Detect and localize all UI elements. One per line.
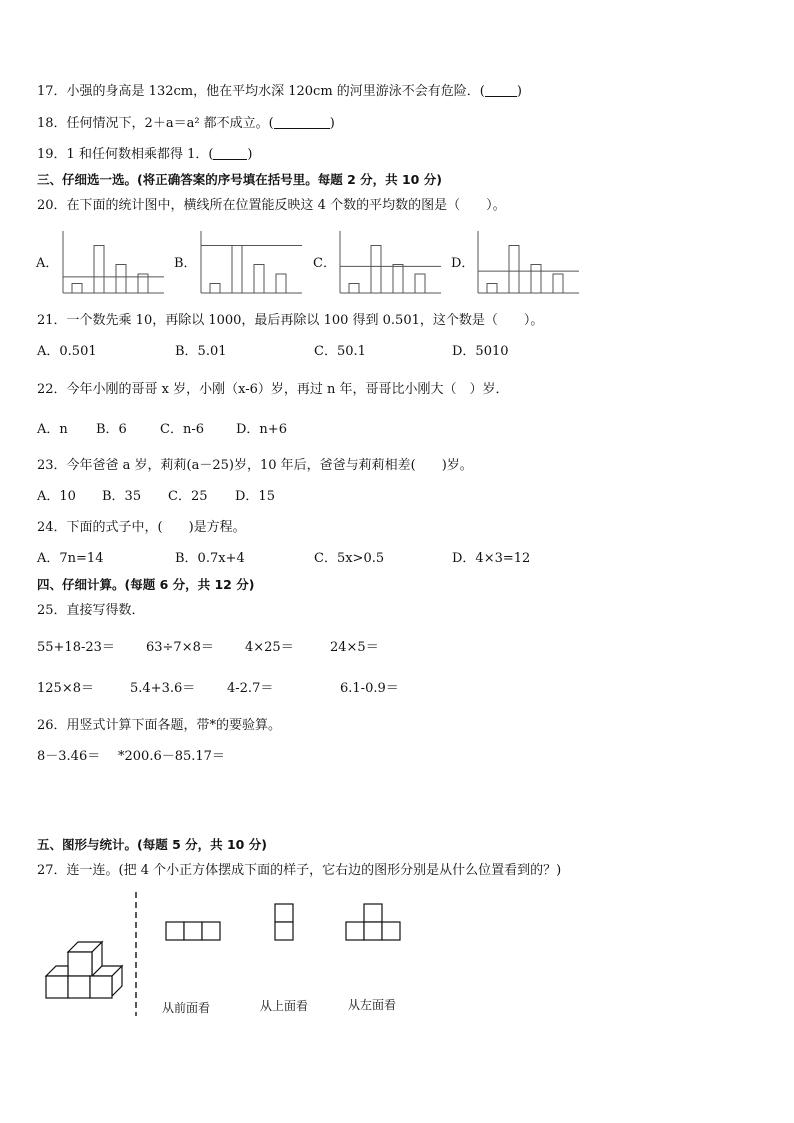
bar <box>254 265 264 294</box>
question-27-text: 27．连一连。(把 4 个小正方体摆成下面的样子，它右边的图形分别是从什么位置看到的？) <box>37 863 562 878</box>
bar <box>509 246 519 294</box>
q20-option-d[interactable]: D． <box>451 256 475 271</box>
section-3-heading: 三、仔细选一选。(将正确答案的序号填在括号里。每题 2 分，共 10 分) <box>37 172 442 187</box>
vertical-calc-item: *200.6－85.17＝ <box>118 749 225 764</box>
question-17: 17．小强的身高是 132cm，他在平均水深 120cm 的河里游泳不会有危险．( ) <box>37 84 522 99</box>
q24-option-a[interactable]: A．7n=14 <box>37 551 104 566</box>
q20-bar-chart <box>62 231 164 295</box>
vertical-calc-item: 8－3.46＝ <box>37 749 101 764</box>
caption-top-view: 从上面看 <box>260 999 309 1013</box>
q20-bar-chart <box>339 231 441 295</box>
q20-option-b[interactable]: B． <box>174 256 197 271</box>
bar <box>116 265 126 294</box>
q24-option-d[interactable]: D．4×3=12 <box>452 551 531 566</box>
section-4-heading: 四、仔细计算。(每题 6 分，共 12 分) <box>37 577 255 592</box>
question-23-text: 23．今年爸爸 a 岁，莉莉(a－25)岁，10 年后，爸爸与莉莉相差( )岁。 <box>37 458 473 473</box>
bar <box>232 246 242 294</box>
question-18-text: 18．任何情况下，2＋a＝a² 都不成立。( <box>37 116 274 131</box>
calc-item: 55+18-23＝ <box>37 640 115 655</box>
q21-option-b[interactable]: B．5.01 <box>175 344 227 359</box>
cube-stack-figure <box>44 940 134 1010</box>
bar <box>553 274 563 293</box>
question-20-text: 20．在下面的统计图中，横线所在位置能反映这 4 个数的平均数的图是（ ）。 <box>37 198 506 213</box>
bar <box>531 265 541 294</box>
q23-option-d[interactable]: D．15 <box>235 489 275 504</box>
bar <box>415 274 425 293</box>
q24-option-b[interactable]: B．0.7x+4 <box>175 551 245 566</box>
question-26-text: 26．用竖式计算下面各题，带*的要验算。 <box>37 718 282 733</box>
bar <box>276 274 286 293</box>
q22-option-b[interactable]: B．6 <box>96 422 127 437</box>
top-view-figure <box>274 903 294 941</box>
question-22-text: 22．今年小刚的哥哥 x 岁，小刚（x-6）岁，再过 n 年，哥哥比小刚大（ ）岁． <box>37 382 509 397</box>
caption-left-view: 从左面看 <box>348 998 397 1012</box>
answer-blank-18[interactable] <box>274 116 330 129</box>
caption-front-view: 从前面看 <box>162 1001 211 1015</box>
bar <box>210 284 220 294</box>
calc-item: 4-2.7＝ <box>227 681 274 696</box>
q24-option-c[interactable]: C．5x>0.5 <box>314 551 385 566</box>
section-5-heading: 五、图形与统计。(每题 5 分，共 10 分) <box>37 837 267 852</box>
question-19-text: 19．1 和任何数相乘都得 1．( <box>37 147 214 162</box>
bar <box>487 284 497 294</box>
question-18: 18．任何情况下，2＋a＝a² 都不成立。( ) <box>37 116 335 131</box>
dashed-divider <box>134 892 138 1016</box>
bar <box>371 246 381 294</box>
q23-option-a[interactable]: A．10 <box>37 489 76 504</box>
calc-item: 63÷7×8＝ <box>146 640 214 655</box>
q21-option-d[interactable]: D．5010 <box>452 344 509 359</box>
q21-option-c[interactable]: C．50.1 <box>314 344 366 359</box>
q21-option-a[interactable]: A．0.501 <box>37 344 97 359</box>
q22-option-c[interactable]: C．n-6 <box>160 422 204 437</box>
q23-option-b[interactable]: B．35 <box>102 489 142 504</box>
calc-item: 125×8＝ <box>37 681 94 696</box>
question-25-text: 25．直接写得数． <box>37 603 145 618</box>
calc-item: 5.4+3.6＝ <box>130 681 196 696</box>
q20-bar-chart <box>477 231 579 295</box>
bar <box>94 246 104 294</box>
calc-item: 4×25＝ <box>245 640 294 655</box>
bar <box>393 265 403 294</box>
question-24-text: 24．下面的式子中，( )是方程。 <box>37 520 246 535</box>
answer-blank-19[interactable] <box>213 147 247 160</box>
calc-item: 24×5＝ <box>330 640 379 655</box>
calc-item: 6.1-0.9＝ <box>340 681 399 696</box>
left-view-figure <box>345 903 401 941</box>
bar <box>72 284 82 294</box>
q22-option-d[interactable]: D．n+6 <box>236 422 287 437</box>
q22-option-a[interactable]: A．n <box>37 422 68 437</box>
question-21-text: 21．一个数先乘 10，再除以 1000，最后再除以 100 得到 0.501，这个数是（ ）。 <box>37 313 544 328</box>
front-view-figure <box>165 921 221 941</box>
answer-blank-17[interactable] <box>485 84 517 97</box>
question-19: 19．1 和任何数相乘都得 1．( ) <box>37 147 253 162</box>
q20-option-a[interactable]: A． <box>36 256 59 271</box>
question-17-text: 17．小强的身高是 132cm，他在平均水深 120cm 的河里游泳不会有危险．( <box>37 84 485 99</box>
bar <box>349 284 359 294</box>
q20-bar-chart <box>200 231 302 295</box>
q23-option-c[interactable]: C．25 <box>168 489 208 504</box>
q20-option-c[interactable]: C． <box>313 256 336 271</box>
